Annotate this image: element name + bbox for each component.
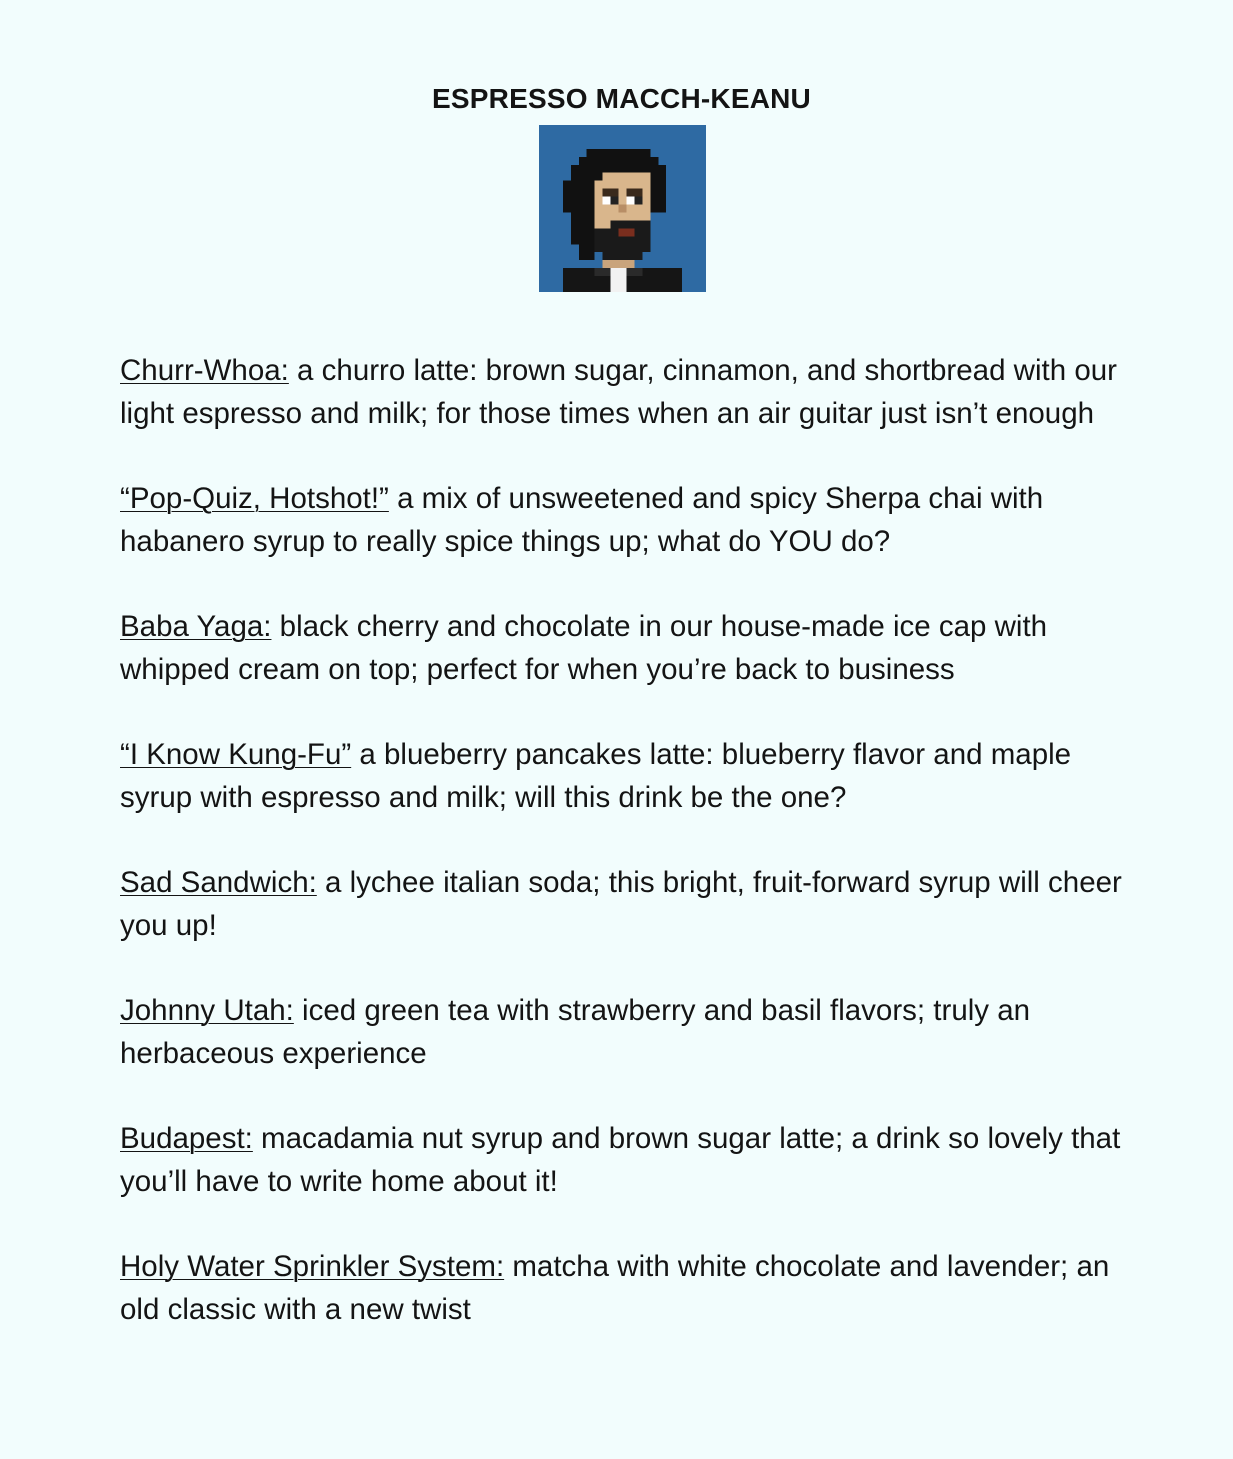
- drink-name: Johnny Utah:: [120, 994, 294, 1027]
- menu-item-budapest: [120, 1117, 1150, 1203]
- menu-item-baba-yaga: [120, 605, 1150, 691]
- drink-description: a blueberry pancakes latte: blueberry flavor and maple syrup with espresso and milk; will this drink be the one?: [120, 738, 1072, 814]
- drink-description: iced green tea with strawberry and basil flavors; truly an herbaceous experience: [120, 994, 1031, 1070]
- drink-name: “I Know Kung-Fu”: [120, 738, 352, 771]
- drink-description: black cherry and chocolate in our house-made ice cap with whipped cream on top; perfect for when you’re back to business: [120, 610, 1048, 686]
- drink-description: a lychee italian soda; this bright, fruit-forward syrup will cheer you up!: [120, 866, 1122, 942]
- drink-menu: [120, 349, 1150, 1373]
- menu-item-holy-water-sprinkler-system: [120, 1245, 1150, 1331]
- menu-item-sad-sandwich: [120, 861, 1150, 947]
- menu-item-i-know-kung-fu: [120, 733, 1150, 819]
- pixel-art-portrait-icon: [539, 125, 706, 292]
- drink-name: Sad Sandwich:: [120, 866, 317, 899]
- drink-description: macadamia nut syrup and brown sugar latte; a drink so lovely that you’ll have to write home about it!: [120, 1122, 1121, 1198]
- menu-item-johnny-utah: [120, 989, 1150, 1075]
- menu-item-pop-quiz-hotshot: [120, 477, 1150, 563]
- menu-item-churr-whoa: [120, 349, 1150, 435]
- drink-description: a mix of unsweetened and spicy Sherpa chai with habanero syrup to really spice things up; what do YOU do?: [120, 482, 1044, 558]
- drink-name: Churr-Whoa:: [120, 354, 289, 387]
- drink-name: Budapest:: [120, 1122, 253, 1155]
- drink-name: “Pop-Quiz, Hotshot!”: [120, 482, 389, 515]
- drink-description: a churro latte: brown sugar, cinnamon, and shortbread with our light espresso and milk; for those times when an air guitar just isn’t enough: [120, 354, 1117, 430]
- drink-name: Baba Yaga:: [120, 610, 272, 643]
- drink-name: Holy Water Sprinkler System:: [120, 1250, 505, 1283]
- drink-description: matcha with white chocolate and lavender; an old classic with a new twist: [120, 1250, 1110, 1326]
- page-title: ESPRESSO MACCH-KEANU: [432, 83, 811, 114]
